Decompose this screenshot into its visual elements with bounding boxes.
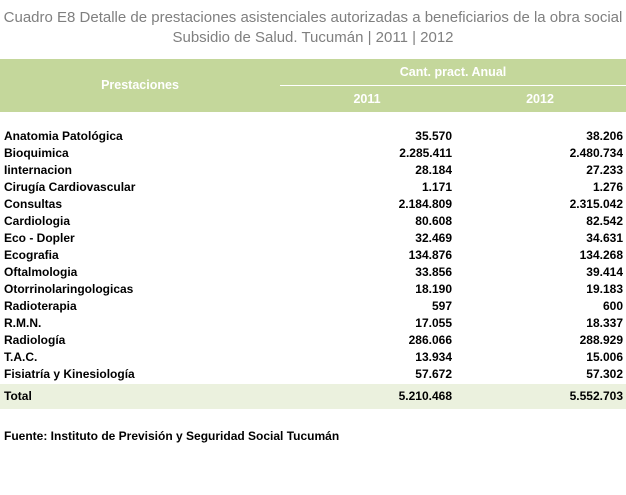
row-2012: 34.631: [586, 231, 623, 245]
total-row: [0, 384, 626, 409]
table-row: [0, 281, 626, 298]
row-name: Cardiologia: [4, 214, 71, 228]
total-2012: 5.552.703: [569, 389, 623, 403]
source-note: Fuente: Instituto de Previsión y Seguridad Social Tucumán: [4, 429, 340, 443]
header-year-2012: 2012: [526, 92, 554, 106]
table-row: [0, 366, 626, 383]
row-name: Cirugía Cardiovascular: [4, 180, 136, 194]
table-row: [0, 162, 626, 179]
table-row: [0, 332, 626, 349]
table-row: [0, 349, 626, 366]
header-divider: [280, 85, 626, 86]
row-2011: 1.171: [421, 180, 452, 194]
table-row: [0, 196, 626, 213]
table-row: [0, 145, 626, 162]
row-2011: 597: [431, 299, 452, 313]
row-2012: 39.414: [586, 265, 623, 279]
row-2012: 82.542: [586, 214, 623, 228]
row-name: Fisiatría y Kinesiología: [4, 367, 135, 381]
row-2012: 600: [602, 299, 623, 313]
table-header: [0, 59, 626, 112]
row-name: Eco - Dopler: [4, 231, 75, 245]
row-2011: 286.066: [408, 333, 452, 347]
row-2011: 28.184: [415, 163, 452, 177]
row-name: Anatomia Patológica: [4, 129, 123, 143]
row-2011: 134.876: [408, 248, 452, 262]
row-2012: 288.929: [579, 333, 623, 347]
row-name: Consultas: [4, 197, 63, 211]
row-2012: 18.337: [586, 316, 623, 330]
header-cant-pract: Cant. pract. Anual: [399, 65, 507, 79]
table-row: [0, 230, 626, 247]
row-name: Radioterapia: [4, 299, 77, 313]
table-row: [0, 315, 626, 332]
table-row: [0, 298, 626, 315]
header-prestaciones: Prestaciones: [101, 78, 179, 92]
table-row: [0, 213, 626, 230]
row-2012: 1.276: [592, 180, 623, 194]
row-name: Oftalmologia: [4, 265, 78, 279]
row-name: T.A.C.: [4, 350, 38, 364]
row-2011: 17.055: [415, 316, 452, 330]
row-2011: 80.608: [415, 214, 452, 228]
row-2012: 15.006: [586, 350, 623, 364]
table-row: [0, 247, 626, 264]
row-2012: 27.233: [586, 163, 623, 177]
row-2012: 57.302: [586, 367, 623, 381]
row-2011: 33.856: [415, 265, 452, 279]
row-2012: 38.206: [586, 129, 623, 143]
row-name: Bioquimica: [4, 146, 69, 160]
row-name: R.M.N.: [4, 316, 42, 330]
row-2011: 32.469: [415, 231, 452, 245]
row-2012: 134.268: [579, 248, 623, 262]
table-body: [0, 128, 626, 383]
table-row: [0, 264, 626, 281]
total-2011: 5.210.468: [398, 389, 452, 403]
row-name: Ecografia: [4, 248, 59, 262]
total-label: Total: [4, 389, 32, 403]
header-year-2011: 2011: [353, 92, 381, 106]
row-2011: 57.672: [415, 367, 452, 381]
row-2011: 35.570: [415, 129, 452, 143]
row-name: Radiología: [4, 333, 66, 347]
row-2011: 18.190: [415, 282, 452, 296]
row-name: Iinternacion: [4, 163, 73, 177]
title-line-2: Subsidio de Salud. Tucumán | 2011 | 2012: [172, 29, 454, 46]
table-row: [0, 128, 626, 145]
title-line-1: Cuadro E8 Detalle de prestaciones asistenciales autorizadas a beneficiarios de la obra social: [3, 9, 623, 26]
table-title: [0, 8, 626, 48]
row-2011: 13.934: [415, 350, 452, 364]
table-row: [0, 179, 626, 196]
row-2011: 2.285.411: [399, 146, 452, 160]
row-2012: 19.183: [586, 282, 623, 296]
row-2011: 2.184.809: [398, 197, 452, 211]
row-2012: 2.480.734: [569, 146, 623, 160]
row-2012: 2.315.042: [569, 197, 623, 211]
row-name: Otorrinolaringologicas: [4, 282, 134, 296]
